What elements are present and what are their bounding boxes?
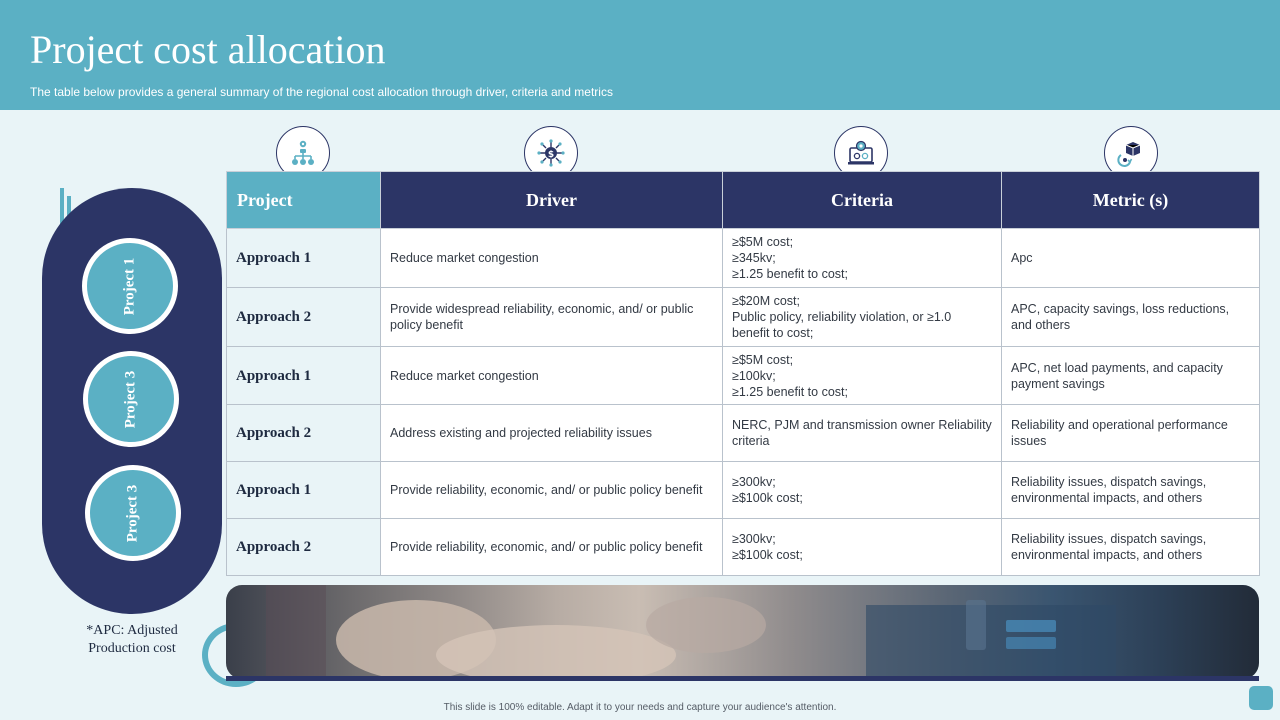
criteria-line: NERC, PJM and transmission owner Reliability criteria	[732, 418, 992, 448]
hands-keyboard-photo	[226, 585, 1259, 679]
driver-cell: Reduce market congestion	[381, 229, 723, 288]
table-row	[227, 288, 1260, 347]
criteria-cell	[723, 462, 1002, 519]
metric-cell: Reliability issues, dispatch savings, environmental impacts, and others	[1002, 462, 1260, 519]
column-header-criteria: Criteria	[723, 172, 1002, 229]
driver-cell: Reduce market congestion	[381, 347, 723, 405]
metric-cell: APC, net load payments, and capacity payment savings	[1002, 347, 1260, 405]
criteria-line: ≥300kv;	[732, 475, 776, 489]
apc-footnote: *APC: Adjusted Production cost	[86, 623, 178, 656]
column-header-metric: Metric (s)	[1002, 172, 1260, 229]
table-row	[227, 519, 1260, 576]
metric-cell: APC, capacity savings, loss reductions, and others	[1002, 288, 1260, 347]
table-row	[227, 229, 1260, 288]
project-label: Project 3	[122, 370, 139, 428]
project-cell: Approach 2	[227, 519, 381, 576]
project-circle	[82, 238, 178, 334]
column-header-driver: Driver	[381, 172, 723, 229]
cost-allocation-table	[226, 171, 1260, 576]
table-row	[227, 462, 1260, 519]
metric-cell: Apc	[1002, 229, 1260, 288]
column-header-project: Project	[227, 172, 381, 229]
project-cell: Approach 2	[227, 288, 381, 347]
driver-cell: Address existing and projected reliability issues	[381, 405, 723, 462]
criteria-line: ≥345kv;	[732, 251, 776, 265]
page-title: Project cost allocation	[30, 27, 386, 72]
metric-cell: Reliability issues, dispatch savings, environmental impacts, and others	[1002, 519, 1260, 576]
driver-cell: Provide reliability, economic, and/ or public policy benefit	[381, 462, 723, 519]
criteria-cell	[723, 229, 1002, 288]
project-cell: Approach 2	[227, 405, 381, 462]
criteria-line: ≥$100k cost;	[732, 548, 803, 562]
criteria-line: ≥1.25 benefit to cost;	[732, 384, 848, 399]
criteria-cell	[723, 405, 1002, 462]
driver-cell: Provide reliability, economic, and/ or public policy benefit	[381, 519, 723, 576]
criteria-cell	[723, 347, 1002, 405]
table-header-row	[227, 172, 1260, 229]
criteria-line: ≥100kv;	[732, 368, 776, 383]
footer-disclaimer: This slide is 100% editable. Adapt it to your needs and capture your audience's attention.	[443, 702, 837, 713]
criteria-cell	[723, 288, 1002, 347]
page-subtitle: The table below provides a general summary of the regional cost allocation through driver, criteria and metrics	[30, 85, 613, 99]
driver-cell: Provide widespread reliability, economic, and/ or public policy benefit	[381, 288, 723, 347]
corner-square	[1249, 686, 1273, 710]
project-circle	[83, 351, 179, 447]
project-cell: Approach 1	[227, 229, 381, 288]
project-circle	[85, 465, 181, 561]
table-row	[227, 405, 1260, 462]
metric-cell: Reliability and operational performance issues	[1002, 405, 1260, 462]
project-cell: Approach 1	[227, 462, 381, 519]
criteria-line: ≥300kv;	[732, 532, 776, 546]
criteria-line: Public policy, reliability violation, or ≥1.0 benefit to cost;	[732, 310, 952, 340]
svg-text:$: $	[547, 150, 555, 160]
criteria-line: ≥$20M cost;	[732, 294, 800, 308]
project-label: Project 3	[124, 484, 141, 542]
project-cell: Approach 1	[227, 347, 381, 405]
table-row	[227, 347, 1260, 405]
criteria-line: ≥$5M cost;	[732, 235, 794, 249]
header-banner	[0, 0, 1280, 110]
criteria-line: ≥1.25 benefit to cost;	[732, 267, 848, 281]
project-label: Project 1	[121, 257, 138, 315]
criteria-cell	[723, 519, 1002, 576]
criteria-line: ≥$100k cost;	[732, 491, 803, 505]
photo-underline	[226, 676, 1259, 681]
criteria-line: ≥$5M cost;	[732, 352, 794, 367]
